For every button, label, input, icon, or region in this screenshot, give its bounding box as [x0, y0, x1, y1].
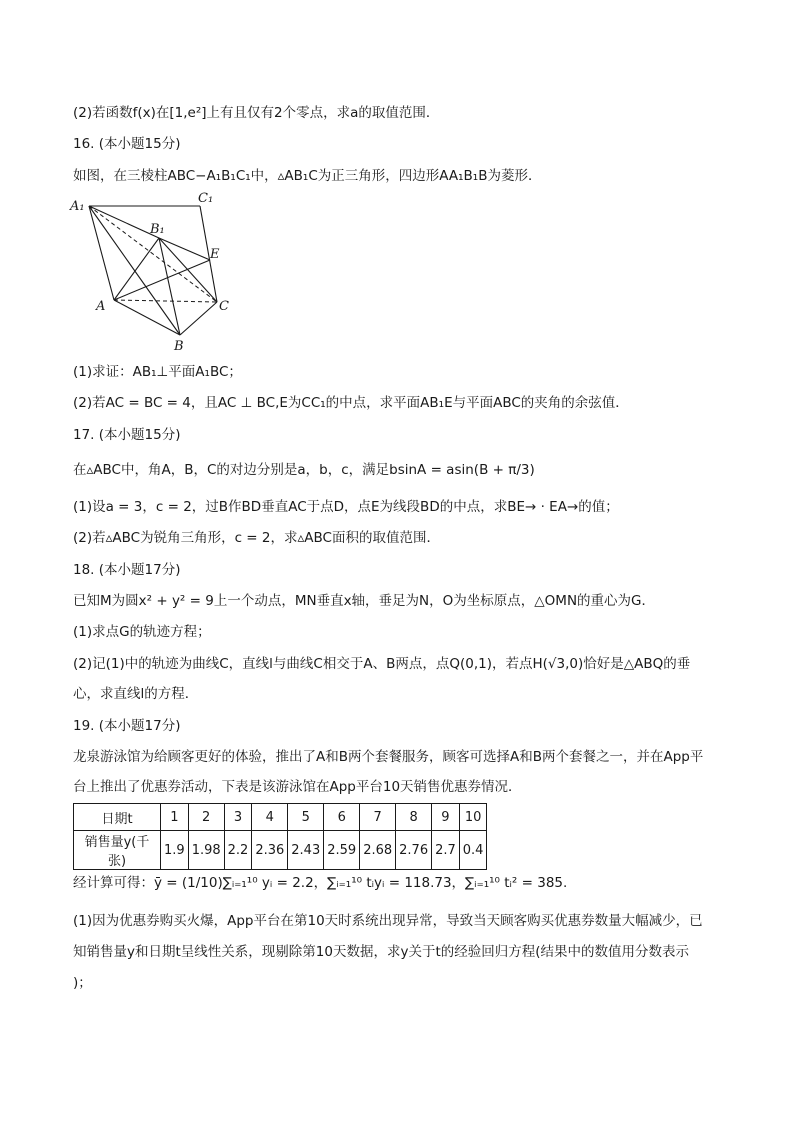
- q19-summary: 经计算可得：ȳ = (1/10)∑ᵢ₌₁¹⁰ yᵢ = 2.2，∑ᵢ₌₁¹⁰ tᵢyᵢ = 118.73，∑ᵢ₌₁¹⁰ tᵢ² = 385.: [73, 875, 568, 891]
- edge-bc: [180, 302, 217, 335]
- table-cell: 2.7: [432, 831, 460, 870]
- prism-figure: [62, 190, 262, 360]
- q18-part2-line1: (2)记(1)中的轨迹为曲线C，直线l与曲线C相交于A、B两点，点Q(0,1)，若点H(√3,0)恰好是△ABQ的垂: [73, 656, 691, 672]
- table-cell: 3: [224, 804, 252, 831]
- q17-header: 17. (本小题15分): [73, 427, 181, 443]
- table-cell: 2.68: [360, 831, 396, 870]
- edge-b1c: [159, 238, 217, 302]
- label-a1: A₁: [70, 199, 85, 214]
- q16-header: 16. (本小题15分): [73, 136, 181, 152]
- table-cell: 6: [324, 804, 360, 831]
- table-cell: 1: [161, 804, 189, 831]
- q19-part1-line2: 知销售量y和日期t呈线性关系，现剔除第10天数据，求y关于t的经验回归方程(结果中的数值用分数表示: [73, 944, 690, 960]
- table-cell: 2.2: [224, 831, 252, 870]
- label-a: A: [96, 299, 106, 314]
- table-cell: 7: [360, 804, 396, 831]
- edge-a1c-dashed: [89, 206, 217, 302]
- q16-stem: 如图，在三棱柱ABC−A₁B₁C₁中，▵AB₁C为正三角形，四边形AA₁B₁B为菱形．: [73, 168, 542, 184]
- sales-table: [73, 803, 487, 870]
- q18-part2-line2: 心，求直线l的方程．: [73, 686, 199, 702]
- table-cell: 8: [396, 804, 432, 831]
- table-header-cell: 日期t: [74, 804, 161, 831]
- q19-stem-line2: 台上推出了优惠券活动，下表是该游泳馆在App平台10天销售优惠券情况．: [73, 779, 522, 795]
- label-c1: C₁: [198, 191, 214, 206]
- q18-part1: (1)求点G的轨迹方程；: [73, 624, 211, 640]
- edge-b1e: [159, 238, 210, 260]
- table-cell: 10: [459, 804, 487, 831]
- table-row: [74, 831, 487, 870]
- table-cell: 0.4: [459, 831, 487, 870]
- table-cell: 2: [188, 804, 224, 831]
- q16-part2: (2)若AC = BC = 4，且AC ⊥ BC,E为CC₁的中点，求平面AB₁E与平面ABC的夹角的余弦值．: [73, 395, 629, 411]
- q19-header: 19. (本小题17分): [73, 718, 181, 734]
- table-cell: 5: [288, 804, 324, 831]
- table-header-cell: 销售量y(千张): [74, 831, 161, 870]
- edge-ac-dashed: [114, 300, 217, 302]
- q18-header: 18. (本小题17分): [73, 562, 181, 578]
- q18-stem: 已知M为圆x² + y² = 9上一个动点，MN垂直x轴，垂足为N，O为坐标原点，△OMN的重心为G．: [73, 593, 656, 609]
- label-e: E: [210, 247, 220, 262]
- label-c: C: [219, 299, 229, 314]
- table-cell: 9: [432, 804, 460, 831]
- table-cell: 2.59: [324, 831, 360, 870]
- q15-part2: (2)若函数f(x)在[1,e²]上有且仅有2个零点，求a的取值范围．: [73, 105, 440, 121]
- q19-part1-line1: (1)因为优惠券购买火爆，App平台在第10天时系统出现异常，导致当天顾客购买优惠券数量大幅减少，已: [73, 913, 703, 929]
- prism-diagram: [62, 190, 262, 360]
- edge-ab: [114, 300, 180, 335]
- edge-a1b1: [89, 206, 159, 238]
- q17-part1: (1)设a = 3，c = 2，过B作BD垂直AC于点D，点E为线段BD的中点，求BE→ · EA→的值；: [73, 499, 619, 515]
- label-b: B: [174, 339, 184, 354]
- table-cell: 2.43: [288, 831, 324, 870]
- table-cell: 2.36: [252, 831, 288, 870]
- q17-part2: (2)若▵ABC为锐角三角形，c = 2，求▵ABC面积的取值范围．: [73, 530, 440, 546]
- table-cell: 1.9: [161, 831, 189, 870]
- q16-part1: (1)求证：AB₁⊥平面A₁BC；: [73, 364, 242, 380]
- table-row: [74, 804, 487, 831]
- q19-part1-line3: )；: [73, 975, 92, 991]
- label-b1: B₁: [150, 222, 165, 237]
- q17-stem: 在▵ABC中，角A，B，C的对边分别是a，b，c，满足bsinA = asin(B + π/3): [73, 462, 535, 478]
- table-cell: 1.98: [188, 831, 224, 870]
- table-cell: 2.76: [396, 831, 432, 870]
- q19-stem-line1: 龙泉游泳馆为给顾客更好的体验，推出了A和B两个套餐服务，顾客可选择A和B两个套餐之一，并在App平: [73, 749, 704, 765]
- edge-a1a: [89, 206, 114, 300]
- table-cell: 4: [252, 804, 288, 831]
